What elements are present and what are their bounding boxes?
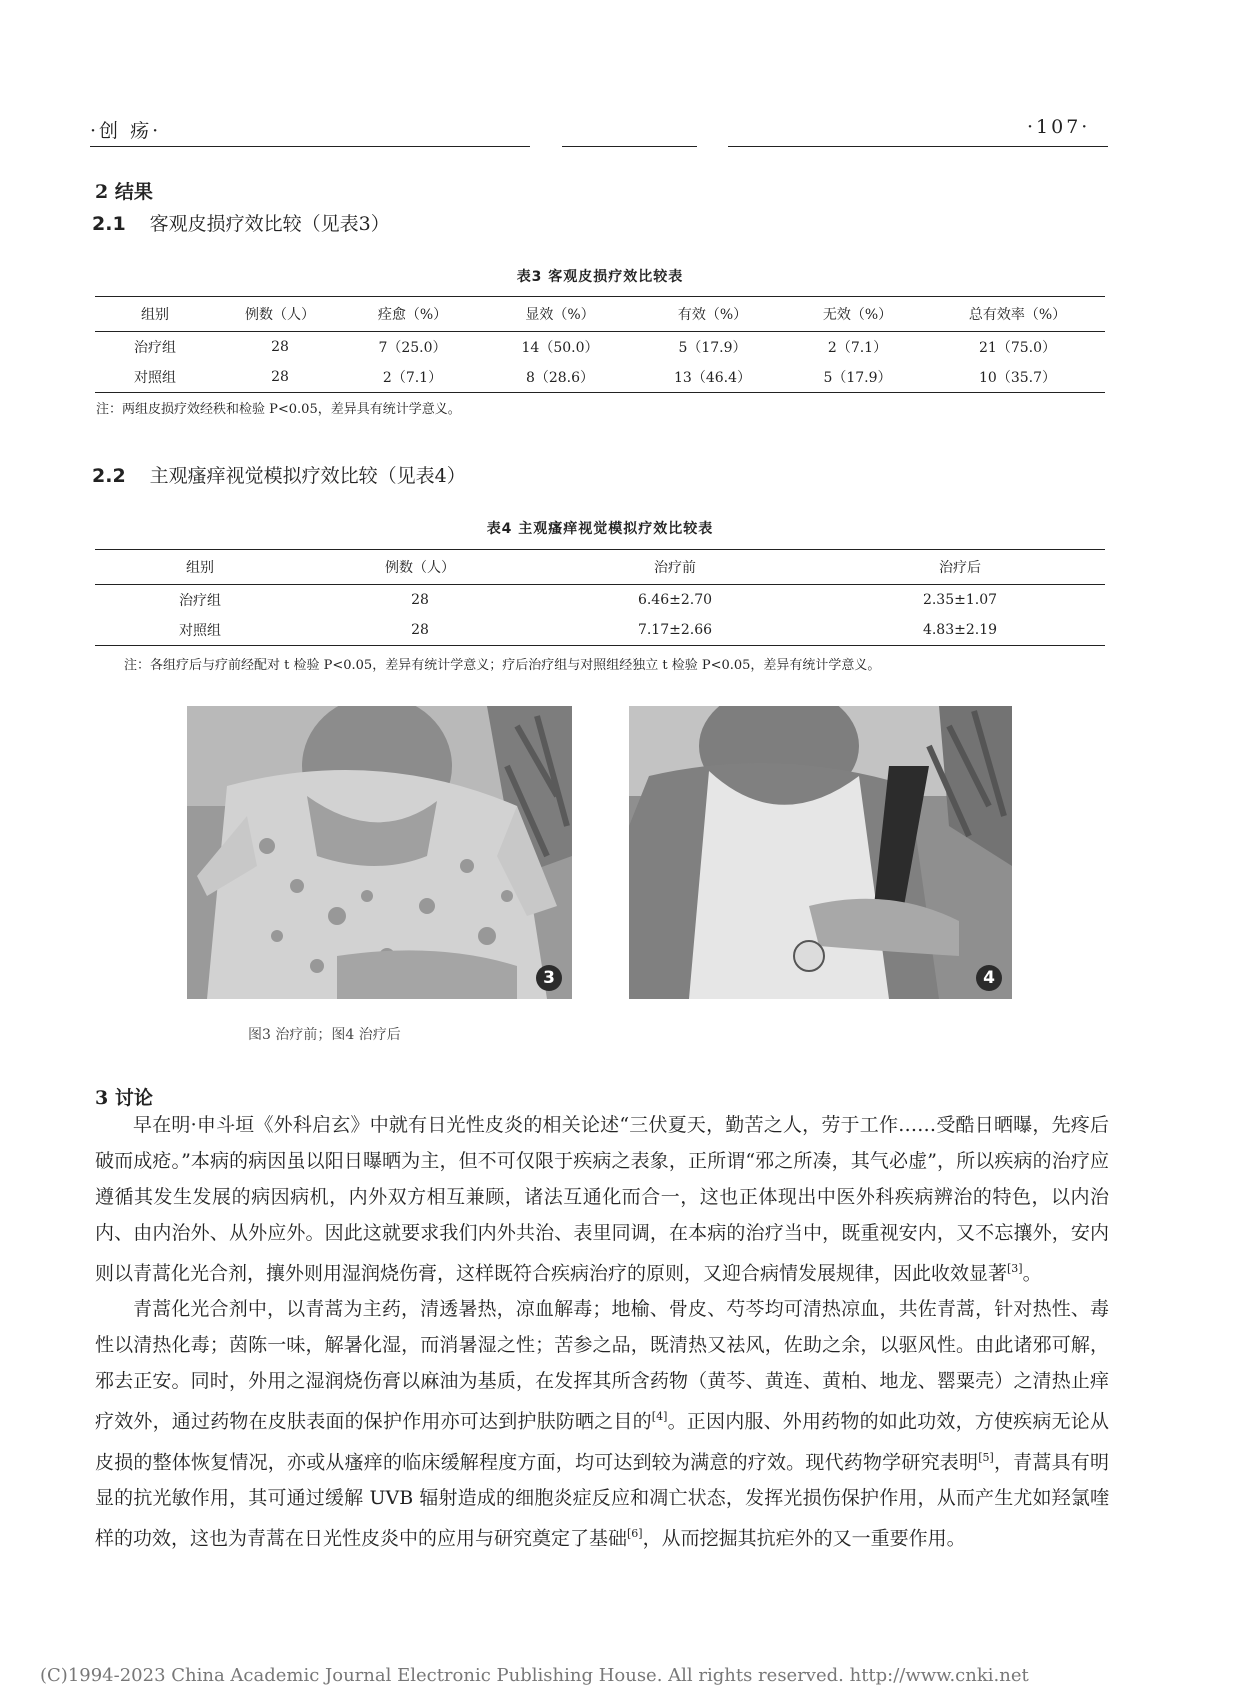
citation: [3] bbox=[1007, 1262, 1023, 1275]
paragraph bbox=[95, 1107, 1109, 1291]
table3-note: 注：两组皮损疗效经秩和检验 P<0.05，差异具有统计学意义。 bbox=[96, 402, 461, 417]
table-cell: 治疗组 bbox=[134, 340, 176, 356]
table-cell: 28 bbox=[411, 592, 429, 608]
table-header-cell: 显效（%） bbox=[480, 297, 640, 332]
figure-4-photo bbox=[629, 706, 1012, 999]
table-cell: 5（17.9） bbox=[678, 340, 747, 356]
table-cell: 治疗组 bbox=[179, 593, 221, 609]
table3-caption: 表3 客观皮损疗效比较表 bbox=[516, 269, 684, 285]
table-header-cell: 治疗后 bbox=[815, 550, 1105, 585]
table-cell: 2（7.1） bbox=[345, 362, 480, 393]
table-row bbox=[95, 585, 1105, 616]
table-header-cell: 例数（人） bbox=[305, 550, 535, 585]
table-cell: 10（35.7） bbox=[930, 362, 1105, 393]
table-header-cell: 有效（%） bbox=[640, 297, 785, 332]
citation: [6] bbox=[627, 1526, 643, 1540]
table-cell: 2.35±1.07 bbox=[922, 592, 998, 608]
page-number: ·107· bbox=[1027, 116, 1091, 138]
header-rule-left bbox=[90, 146, 530, 147]
citation: [5] bbox=[978, 1450, 994, 1464]
table-row bbox=[95, 332, 1105, 363]
table-cell: 对照组 bbox=[95, 362, 215, 393]
paragraph-text: 。 bbox=[1022, 1262, 1042, 1285]
table-row bbox=[95, 362, 1105, 393]
paragraph-text: 青蒿化光合剂中，以青蒿为主药，清透暑热，凉血解毒；地榆、骨皮、芍芩均可清热凉血，共佐青蒿，针对热性、毒性以清热化毒；茵陈一味，解暑化湿，而消暑湿之性；苦参之品，既清热又祛风，佐助之余，以驱风性。由此诸邪可解，邪去正安。同时，外用之湿润烧伤膏以麻油为基质，在发挥其所含药物（黄芩、黄连、黄柏、地龙、罂粟壳）之清热止痒疗效外，通过药物在皮肤表面的保护作用亦可达到护肤防晒之目的 bbox=[95, 1298, 1109, 1433]
table4 bbox=[95, 549, 1105, 646]
table-header-cell: 总有效率（%） bbox=[930, 297, 1105, 332]
copyright-footer: (C)1994-2023 China Academic Journal Electronic Publishing House. All rights reserved. http://www.cnki.net bbox=[40, 1665, 1029, 1686]
table-cell: 28 bbox=[305, 615, 535, 646]
header-rule-right bbox=[728, 146, 1108, 147]
table-cell: 21（75.0） bbox=[979, 340, 1056, 356]
table-row bbox=[95, 615, 1105, 646]
table-header-cell: 痊愈（%） bbox=[345, 297, 480, 332]
table-header-cell: 例数（人） bbox=[215, 297, 345, 332]
paragraph-text: ，从而挖掘其抗疟外的又一重要作用。 bbox=[642, 1527, 966, 1550]
table-cell: 28 bbox=[215, 362, 345, 393]
running-header-left: ·创 疡· bbox=[90, 120, 162, 142]
table-cell: 8（28.6） bbox=[480, 362, 640, 393]
subsection-number: 2.2 bbox=[92, 465, 126, 487]
table-header-row bbox=[95, 550, 1105, 585]
table-cell: 7（25.0） bbox=[378, 340, 447, 356]
table-header-cell: 组别 bbox=[95, 550, 305, 585]
table4-caption: 表4 主观瘙痒视觉模拟疗效比较表 bbox=[486, 521, 714, 537]
table-cell: 14（50.0） bbox=[521, 340, 599, 356]
subsection-number: 2.1 bbox=[92, 213, 126, 235]
paragraph-text: 。正因内服、外用药物的如此功效，方使疾病无论从皮损的整体恢复情况，亦或从瘙痒的临床缓解程度方面，均可达到较为满意的疗效。现代药物学研究表明 bbox=[95, 1410, 1109, 1473]
table-header-cell: 治疗前 bbox=[535, 550, 815, 585]
table4-note: 注：各组疗后与疗前经配对 t 检验 P<0.05，差异有统计学意义；疗后治疗组与对照组经独立 t 检验 P<0.05，差异有统计学意义。 bbox=[124, 658, 881, 673]
table-header-row bbox=[95, 297, 1105, 332]
table-header-cell: 组别 bbox=[95, 297, 215, 332]
subsection-2-2 bbox=[92, 461, 466, 488]
paragraph bbox=[95, 1291, 1109, 1556]
subsection-title: 主观瘙痒视觉模拟疗效比较（见表4） bbox=[149, 465, 466, 487]
discussion-body bbox=[95, 1107, 1109, 1556]
subsection-title: 客观皮损疗效比较（见表3） bbox=[149, 213, 390, 235]
table3 bbox=[95, 296, 1105, 393]
table-cell: 6.46±2.70 bbox=[637, 592, 713, 608]
section-heading-results: 2 结果 bbox=[95, 181, 153, 203]
subsection-2-1 bbox=[92, 209, 390, 236]
table-cell: 28 bbox=[271, 339, 289, 355]
citation: [4] bbox=[651, 1410, 668, 1424]
table-cell: 13（46.4） bbox=[640, 362, 785, 393]
figure-3-number-badge: 3 bbox=[536, 965, 562, 991]
section-heading-discussion: 3 讨论 bbox=[95, 1087, 153, 1109]
figure-caption: 图3 治疗前；图4 治疗后 bbox=[248, 1027, 401, 1043]
figure-3-photo bbox=[187, 706, 572, 999]
table-header-cell: 无效（%） bbox=[785, 297, 930, 332]
paragraph-text: 早在明·申斗垣《外科启玄》中就有日光性皮炎的相关论述“三伏夏天，勤苦之人，劳于工作……受酷日晒曝，先疼后破而成疮。”本病的病因虽以阳日曝晒为主，但不可仅限于疾病之表象，正所谓“邪之所凑，其气必虚”，所以疾病的治疗应遵循其发生发展的病因病机，内外双方相互兼顾，诸法互通化而合一，这也正体现出中医外科疾病辨治的特色，以内治内、由内治外、从外应外。因此这就要求我们内外共治、表里同调，在本病的治疗当中，既重视安内，又不忘攘外，安内则以青蒿化光合剂，攘外则用湿润烧伤膏，这样既符合疾病治疗的原则，又迎合病情发展规律，因此收效显著 bbox=[95, 1114, 1109, 1285]
table-cell: 2（7.1） bbox=[827, 340, 888, 356]
paragraph-text: ，青蒿具有明显的抗光敏作用，其可通过缓解 UVB 辐射造成的细胞炎症反应和凋亡状态，发挥光损伤保护作用，从而产生尤如羟氯喹样的功效，这也为青蒿在日光性皮炎中的应用与研究奠定了基础 bbox=[95, 1450, 1109, 1550]
table-cell: 对照组 bbox=[95, 615, 305, 646]
table-cell: 7.17±2.66 bbox=[535, 615, 815, 646]
header-rule-middle bbox=[562, 146, 697, 147]
table-cell: 4.83±2.19 bbox=[815, 615, 1105, 646]
figure-4-number-badge: 4 bbox=[976, 965, 1002, 991]
table-cell: 5（17.9） bbox=[785, 362, 930, 393]
